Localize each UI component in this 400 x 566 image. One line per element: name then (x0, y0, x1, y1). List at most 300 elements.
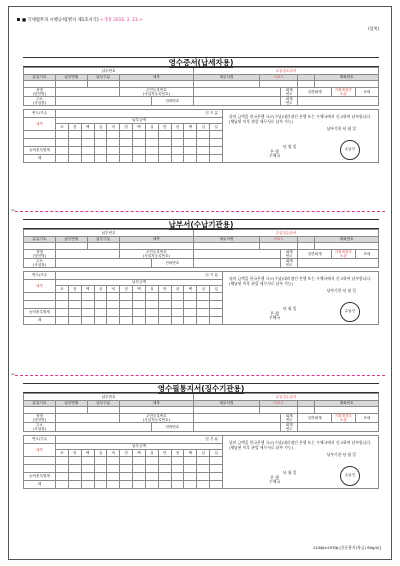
digit-place-label: 백 (184, 124, 197, 131)
amount-digit-cell[interactable] (133, 316, 146, 324)
amount-digit-cell[interactable] (56, 300, 69, 308)
amount-digit-cell[interactable] (107, 456, 120, 464)
amount-digit-cell[interactable] (145, 480, 158, 488)
amount-digit-cell[interactable] (145, 472, 158, 480)
fiscal-year-label-2: 회계 연도 (281, 422, 298, 431)
ministry-label: 기획재정부 소관 (332, 413, 355, 422)
amount-digit-cell[interactable] (81, 316, 94, 324)
name-label: 성명 (법인명) (24, 413, 56, 422)
amount-digit-cell[interactable] (94, 464, 107, 472)
amount-digit-cell[interactable] (171, 316, 184, 324)
amount-digit-cell[interactable] (107, 138, 120, 146)
payment-deadline: 납부기한 년 월 일 (326, 451, 356, 457)
amount-digit-cell[interactable] (81, 292, 94, 300)
form-header (17, 17, 143, 23)
amount-digit-cell[interactable] (158, 146, 171, 154)
payer-info-table (23, 229, 379, 268)
amount-digit-cell[interactable] (158, 464, 171, 472)
amount-digit-cell[interactable] (158, 308, 171, 316)
amount-digit-cell[interactable] (120, 146, 133, 154)
address-label: 주소 (사업장) (24, 422, 56, 431)
digit-place-label: 십 (145, 124, 158, 131)
tax-item-label: 세목 (119, 74, 193, 81)
amount-digit-cell[interactable] (56, 316, 69, 324)
receipt-notice-box (223, 109, 379, 163)
amount-digit-cell[interactable] (197, 292, 210, 300)
amount-digit-cell[interactable] (56, 472, 69, 480)
amount-digit-cell[interactable] (120, 130, 133, 138)
amount-digit-cell[interactable] (210, 130, 223, 138)
payer-info-table (23, 67, 379, 106)
amount-digit-cell[interactable] (171, 138, 184, 146)
digit-place-label: 일 (210, 286, 223, 293)
amount-digit-cell[interactable] (145, 130, 158, 138)
amount-digit-cell[interactable] (107, 300, 120, 308)
amount-digit-cell[interactable] (120, 464, 133, 472)
amount-digit-cell[interactable] (120, 316, 133, 324)
payment-type-label: 납부구분 (87, 236, 119, 243)
amount-digit-cell[interactable] (94, 456, 107, 464)
amount-digit-cell[interactable] (68, 130, 81, 138)
payer-info-table (23, 393, 379, 432)
amount-digit-cell[interactable] (107, 292, 120, 300)
digit-place-label: 조 (56, 450, 69, 457)
amount-digit-cell[interactable] (158, 130, 171, 138)
payment-number-header: 납부번호 (24, 68, 194, 75)
name-field[interactable] (55, 87, 119, 96)
amount-digit-cell[interactable] (133, 300, 146, 308)
fiscal-year-field[interactable] (298, 258, 379, 267)
digit-place-label: 백 (133, 286, 146, 293)
tax-year-label: 연도/기수 (24, 109, 56, 117)
amount-digit-cell[interactable] (197, 154, 210, 162)
fiscal-year-label: 회계 연도 (281, 249, 298, 258)
amount-digit-cell[interactable] (120, 472, 133, 480)
amount-digit-cell[interactable] (158, 138, 171, 146)
digit-place-label: 백 (133, 124, 146, 131)
amount-digit-cell[interactable] (94, 300, 107, 308)
fiscal-year-label-2: 회계 연도 (281, 96, 298, 105)
amount-digit-cell[interactable] (158, 300, 171, 308)
amount-digit-cell[interactable] (184, 456, 197, 464)
digit-place-label: 백 (184, 286, 197, 293)
amount-digit-cell[interactable] (68, 464, 81, 472)
payment-deadline: 납부기한 년 월 일 (326, 125, 356, 131)
payment-month-label: 납부연월 (55, 236, 87, 243)
receipt-seal-circle: 수납인 (340, 466, 360, 486)
amount-digit-cell[interactable] (171, 456, 184, 464)
special-tax-label: 농어촌특별세 (24, 472, 56, 480)
amount-digit-cell[interactable] (56, 292, 69, 300)
payment-month-label: 납부연월 (55, 400, 87, 407)
receipt-date: 년 월 일 (283, 144, 297, 150)
digit-place-label: 일 (210, 450, 223, 457)
amount-digit-cell[interactable] (81, 138, 94, 146)
digit-place-label: 만 (158, 124, 171, 131)
digit-place-label: 십 (197, 450, 210, 457)
amount-digit-cell[interactable] (158, 472, 171, 480)
amount-digit-cell[interactable] (81, 480, 94, 488)
digit-place-label: 조 (56, 286, 69, 293)
amount-digit-cell[interactable] (197, 146, 210, 154)
tax-item-row-label: 세목 (24, 117, 56, 130)
amount-digit-cell[interactable] (197, 138, 210, 146)
amount-digit-cell[interactable] (184, 316, 197, 324)
amount-digit-cell[interactable] (81, 300, 94, 308)
amount-digit-cell[interactable] (81, 146, 94, 154)
amount-digit-cell[interactable] (210, 464, 223, 472)
amount-digit-cell[interactable] (120, 308, 133, 316)
amount-digit-cell[interactable] (184, 138, 197, 146)
amount-digit-cell[interactable] (107, 316, 120, 324)
phone-field[interactable] (194, 96, 281, 105)
amount-digit-cell[interactable] (68, 154, 81, 162)
amount-digit-cell[interactable] (133, 138, 146, 146)
amount-digit-cell[interactable] (210, 146, 223, 154)
section-title: 납부서(수납기관용) (23, 219, 379, 229)
amount-digit-cell[interactable] (197, 300, 210, 308)
amount-digit-cell[interactable] (133, 146, 146, 154)
receiving-office-header: 수입징수관서 (194, 394, 379, 401)
tax-amount-table (23, 435, 223, 489)
amount-digit-cell[interactable] (68, 146, 81, 154)
amount-digit-cell[interactable] (210, 308, 223, 316)
receipt-notice-box (223, 435, 379, 489)
digit-place-label: 백 (133, 450, 146, 457)
amount-digit-cell[interactable] (94, 138, 107, 146)
amount-row-label (24, 300, 56, 308)
amount-digit-cell[interactable] (184, 480, 197, 488)
amount-digit-cell[interactable] (133, 292, 146, 300)
tax-year-field[interactable]: 년 기 분 (56, 109, 223, 117)
general-account-label: 일반회계 (298, 249, 332, 258)
amount-digit-cell[interactable] (210, 154, 223, 162)
digit-place-label: 억 (107, 286, 120, 293)
amount-digit-cell[interactable] (171, 300, 184, 308)
payment-month-label: 납부연월 (55, 74, 87, 81)
cut-line (11, 208, 385, 214)
amount-digit-cell[interactable] (197, 480, 210, 488)
amount-digit-cell[interactable] (133, 464, 146, 472)
amount-digit-cell[interactable] (158, 480, 171, 488)
amount-digit-cell[interactable] (107, 472, 120, 480)
amount-digit-cell[interactable] (68, 316, 81, 324)
tax-category-label: 조세 (355, 87, 378, 96)
section-title: 영수필통지서(징수기관용) (23, 383, 379, 393)
tax-category-label: 조세 (355, 249, 378, 258)
amount-digit-cell[interactable] (158, 316, 171, 324)
resident-id-field[interactable] (194, 413, 281, 422)
digit-place-label: 억 (107, 450, 120, 457)
name-field[interactable] (55, 249, 119, 258)
classification-code-label: 분류기호 (24, 236, 56, 243)
payment-notice-text: 위의 금액을 한국은행 국고(수납)대리점인 은행 또는 우체국에서 신고하여 납부합니다. (229, 275, 372, 281)
receipt-notice-box (223, 271, 379, 325)
special-tax-label: 농어촌특별세 (24, 146, 56, 154)
phone-label: 전화번호 (151, 96, 194, 105)
digit-place-label: 천 (120, 286, 133, 293)
name-label: 성명 (법인명) (24, 249, 56, 258)
amount-digit-cell[interactable] (133, 154, 146, 162)
amount-digit-cell[interactable] (133, 130, 146, 138)
amount-digit-cell[interactable] (145, 146, 158, 154)
classification-code-label: 분류기호 (24, 74, 56, 81)
payment-notice-subtext: (체납된 이후 관할 세무서로 납부 가능) (229, 118, 294, 124)
amount-digit-cell[interactable] (197, 472, 210, 480)
scissors-icon: ✂ (11, 372, 16, 378)
amount-digit-cell[interactable] (145, 154, 158, 162)
amount-digit-cell[interactable] (120, 456, 133, 464)
cut-line (11, 372, 385, 378)
amount-digit-cell[interactable] (120, 292, 133, 300)
amount-digit-cell[interactable] (210, 456, 223, 464)
amount-digit-cell[interactable] (56, 464, 69, 472)
amount-digit-cell[interactable] (107, 154, 120, 162)
receipt-date: 년 월 일 (283, 306, 297, 312)
amount-digit-cell[interactable] (145, 456, 158, 464)
amount-digit-cell[interactable] (145, 464, 158, 472)
amount-digit-cell[interactable] (158, 456, 171, 464)
amount-digit-cell[interactable] (210, 472, 223, 480)
tax-office-label: 세무서명 (194, 236, 260, 243)
bank-post-office-label: 은 행 우체국 (269, 474, 281, 484)
tax-year-label: 연도/기수 (24, 271, 56, 279)
amount-digit-cell[interactable] (56, 138, 69, 146)
resident-id-label: 주민등록번호 (사업자등록번호) (119, 249, 193, 258)
digit-place-label: 천 (171, 286, 184, 293)
square-bullet-icon (17, 18, 20, 21)
account-number-label: 계좌번호 (315, 236, 379, 243)
amount-digit-cell[interactable] (81, 130, 94, 138)
amount-digit-cell[interactable] (133, 480, 146, 488)
amount-label: 납부금액 (56, 279, 223, 286)
amount-digit-cell[interactable] (81, 456, 94, 464)
amount-row-label (24, 130, 56, 138)
tax-year-field[interactable]: 년 기 분 (56, 435, 223, 443)
amount-digit-cell[interactable] (133, 308, 146, 316)
amount-digit-cell[interactable] (210, 292, 223, 300)
fiscal-year-field[interactable] (298, 422, 379, 431)
digit-place-label: 천 (171, 450, 184, 457)
receipt-seal-circle: 수납인 (340, 140, 360, 160)
amount-digit-cell[interactable] (197, 308, 210, 316)
digit-place-label: 십 (94, 286, 107, 293)
resident-id-label: 주민등록번호 (사업자등록번호) (119, 413, 193, 422)
amount-digit-cell[interactable] (107, 146, 120, 154)
digit-place-label: 백 (184, 450, 197, 457)
address-field[interactable] (55, 96, 151, 105)
digit-place-label: 십 (94, 124, 107, 131)
bank-post-office-label: 은 행 우체국 (269, 148, 281, 158)
amount-digit-cell[interactable] (94, 292, 107, 300)
tax-item-row-label: 세목 (24, 443, 56, 456)
amount-digit-cell[interactable] (81, 154, 94, 162)
account-number-label: 계좌번호 (315, 74, 379, 81)
name-field[interactable] (55, 413, 119, 422)
paper-spec-footer: 210㎜×297㎜ [신문용지(특급) 60g/㎡] (313, 545, 381, 550)
amount-digit-cell[interactable] (81, 472, 94, 480)
total-label: 계 (24, 154, 56, 162)
amount-digit-cell[interactable] (184, 464, 197, 472)
amount-digit-cell[interactable] (210, 300, 223, 308)
section-title: 영수증서(납세자용) (23, 57, 379, 67)
total-label: 계 (24, 480, 56, 488)
amount-digit-cell[interactable] (120, 300, 133, 308)
amount-digit-cell[interactable] (94, 472, 107, 480)
amount-digit-cell[interactable] (94, 308, 107, 316)
digit-place-label: 만 (158, 450, 171, 457)
amount-digit-cell[interactable] (120, 480, 133, 488)
amount-digit-cell[interactable] (145, 316, 158, 324)
amount-digit-cell[interactable] (68, 300, 81, 308)
digit-place-label: 백 (81, 124, 94, 131)
address-label: 주소 (사업장) (24, 96, 56, 105)
digit-place-label: 십 (94, 450, 107, 457)
digit-place-label: 천 (68, 124, 81, 131)
general-account-label: 일반회계 (298, 87, 332, 96)
amount-digit-cell[interactable] (184, 130, 197, 138)
amount-digit-cell[interactable] (68, 308, 81, 316)
amount-row-label (24, 456, 56, 464)
amount-row-label (24, 464, 56, 472)
scissors-icon: ✂ (11, 208, 16, 214)
digit-place-label: 천 (120, 450, 133, 457)
payment-notice-subtext: (체납된 이후 관할 세무서로 납부 가능) (229, 444, 294, 450)
amount-digit-cell[interactable] (94, 130, 107, 138)
amount-digit-cell[interactable] (158, 292, 171, 300)
amount-digit-cell[interactable] (184, 300, 197, 308)
amount-digit-cell[interactable] (56, 308, 69, 316)
fiscal-year-label-2: 회계 연도 (281, 258, 298, 267)
amount-digit-cell[interactable] (171, 146, 184, 154)
amount-digit-cell[interactable] (68, 292, 81, 300)
amount-digit-cell[interactable] (56, 130, 69, 138)
tax-payment-form (8, 6, 392, 560)
amount-digit-cell[interactable] (171, 154, 184, 162)
amount-row-label (24, 292, 56, 300)
digit-place-label: 천 (171, 124, 184, 131)
phone-field[interactable] (194, 258, 281, 267)
fiscal-year-field[interactable] (298, 96, 379, 105)
amount-digit-cell[interactable] (94, 154, 107, 162)
office-code-label: 서코드 (259, 236, 297, 243)
amount-digit-cell[interactable] (56, 456, 69, 464)
special-tax-label: 농어촌특별세 (24, 308, 56, 316)
amount-digit-cell[interactable] (145, 292, 158, 300)
payment-notice-subtext: (체납된 이후 관할 세무서로 납부 가능) (229, 280, 294, 286)
name-label: 성명 (법인명) (24, 87, 56, 96)
tax-year-field[interactable]: 년 기 분 (56, 271, 223, 279)
amount-digit-cell[interactable] (107, 464, 120, 472)
amount-digit-cell[interactable] (68, 138, 81, 146)
amount-digit-cell[interactable] (184, 308, 197, 316)
amount-digit-cell[interactable] (184, 472, 197, 480)
account-number-label: 계좌번호 (315, 400, 379, 407)
form-section-2 (23, 219, 379, 325)
amount-digit-cell[interactable] (171, 480, 184, 488)
digit-place-label: 십 (197, 124, 210, 131)
amount-digit-cell[interactable] (145, 138, 158, 146)
form-section-1 (23, 57, 379, 163)
amount-digit-cell[interactable] (184, 146, 197, 154)
resident-id-label: 주민등록번호 (사업자등록번호) (119, 87, 193, 96)
amount-digit-cell[interactable] (184, 154, 197, 162)
amount-digit-cell[interactable] (120, 138, 133, 146)
amount-digit-cell[interactable] (94, 480, 107, 488)
amount-digit-cell[interactable] (197, 316, 210, 324)
amount-digit-cell[interactable] (210, 316, 223, 324)
amount-digit-cell[interactable] (197, 130, 210, 138)
digit-place-label: 일 (210, 124, 223, 131)
tax-office-label: 세무서명 (194, 400, 260, 407)
digit-place-label: 만 (158, 286, 171, 293)
amount-digit-cell[interactable] (107, 308, 120, 316)
receipt-seal-circle: 수납인 (340, 302, 360, 322)
amount-digit-cell[interactable] (81, 464, 94, 472)
amount-digit-cell[interactable] (145, 300, 158, 308)
amount-digit-cell[interactable] (56, 146, 69, 154)
address-field[interactable] (55, 422, 151, 431)
phone-label: 전화번호 (151, 258, 194, 267)
amount-digit-cell[interactable] (133, 472, 146, 480)
amount-digit-cell[interactable] (171, 464, 184, 472)
form-section-3 (23, 383, 379, 489)
amount-digit-cell[interactable] (171, 130, 184, 138)
amount-digit-cell[interactable] (68, 480, 81, 488)
amount-digit-cell[interactable] (107, 480, 120, 488)
digit-place-label: 십 (145, 450, 158, 457)
amount-digit-cell[interactable] (56, 154, 69, 162)
phone-field[interactable] (194, 422, 281, 431)
amount-digit-cell[interactable] (145, 308, 158, 316)
payment-number-header: 납부번호 (24, 394, 194, 401)
ministry-label: 기획재정부 소관 (332, 87, 355, 96)
digit-place-label: 십 (197, 286, 210, 293)
bank-post-office-label: 은 행 우체국 (269, 310, 281, 320)
office-code-label: 서코드 (259, 74, 297, 81)
amount-digit-cell[interactable] (158, 154, 171, 162)
amount-digit-cell[interactable] (68, 456, 81, 464)
office-code-label: 서코드 (259, 400, 297, 407)
address-field[interactable] (55, 258, 151, 267)
amount-digit-cell[interactable] (210, 138, 223, 146)
amount-row-label (24, 138, 56, 146)
amount-digit-cell[interactable] (94, 316, 107, 324)
payment-type-label: 납부구분 (87, 74, 119, 81)
amount-digit-cell[interactable] (171, 472, 184, 480)
amount-digit-cell[interactable] (107, 130, 120, 138)
resident-id-field[interactable] (194, 87, 281, 96)
amount-digit-cell[interactable] (133, 456, 146, 464)
digit-place-label: 천 (68, 286, 81, 293)
amount-digit-cell[interactable] (171, 292, 184, 300)
amount-digit-cell[interactable] (184, 292, 197, 300)
amount-digit-cell[interactable] (171, 308, 184, 316)
resident-id-field[interactable] (194, 249, 281, 258)
amount-digit-cell[interactable] (197, 456, 210, 464)
amount-digit-cell[interactable] (94, 146, 107, 154)
ministry-label: 기획재정부 소관 (332, 249, 355, 258)
amount-digit-cell[interactable] (81, 308, 94, 316)
amount-digit-cell[interactable] (210, 480, 223, 488)
amount-digit-cell[interactable] (197, 464, 210, 472)
tax-amount-table (23, 109, 223, 163)
tax-amount-table (23, 271, 223, 325)
amount-digit-cell[interactable] (120, 154, 133, 162)
classification-code-label: 분류기호 (24, 400, 56, 407)
amount-digit-cell[interactable] (68, 472, 81, 480)
amount-digit-cell[interactable] (56, 480, 69, 488)
